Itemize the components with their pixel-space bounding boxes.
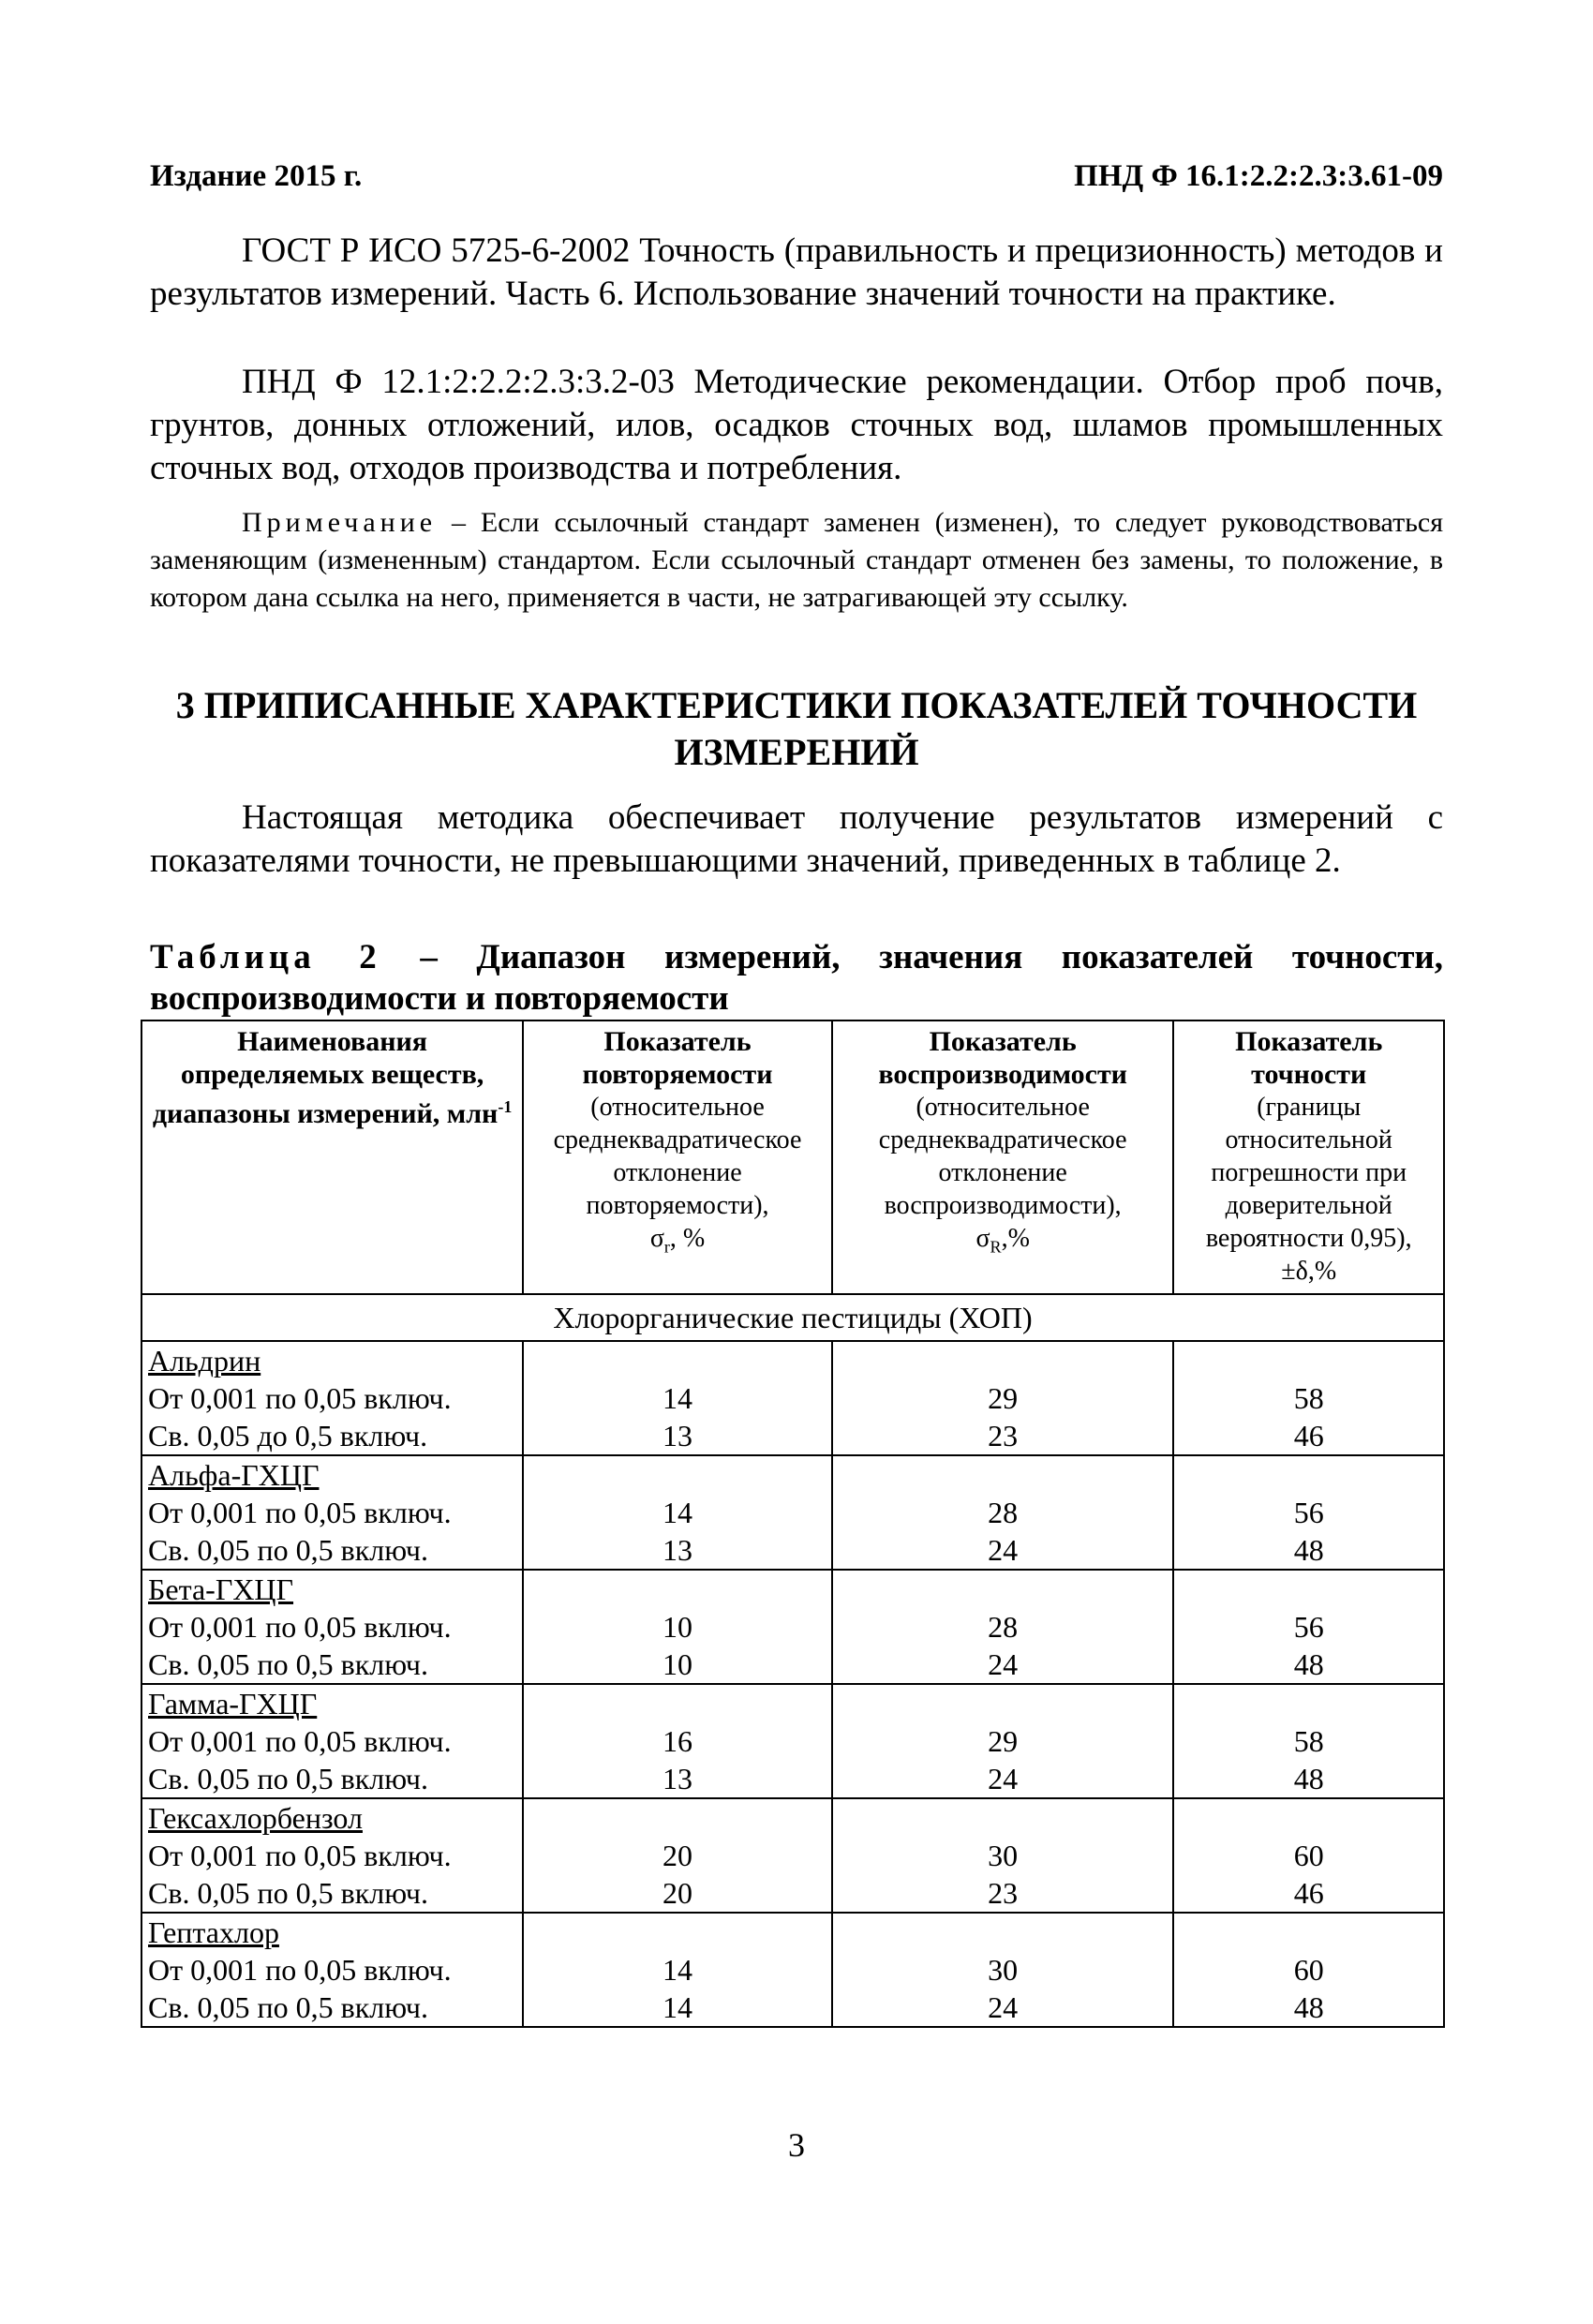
accuracy-values: 56 48 (1173, 1455, 1444, 1570)
table-caption-label: Таблица 2 (150, 938, 381, 976)
reproducibility-values: 30 23 (832, 1798, 1174, 1913)
repeatability-values: 14 14 (523, 1913, 832, 2027)
group-title: Хлорорганические пестициды (ХОП) (141, 1294, 1444, 1341)
reproducibility-values: 28 24 (832, 1570, 1174, 1684)
page-header (150, 159, 1443, 206)
substance-name: Альфа-ГХЦГ (148, 1458, 320, 1492)
substance-cell: Гептахлор От 0,001 по 0,05 включ. Св. 0,05 по 0,5 включ. (141, 1913, 523, 2027)
substance-cell: Альдрин От 0,001 по 0,05 включ. Св. 0,05 до 0,5 включ. (141, 1341, 523, 1455)
repeatability-values: 10 10 (523, 1570, 832, 1684)
reproducibility-values: 29 24 (832, 1684, 1174, 1798)
substance-cell: Гексахлорбензол От 0,001 по 0,05 включ. Св. 0,05 по 0,5 включ. (141, 1798, 523, 1913)
reference-gost: ГОСТ Р ИСО 5725-6-2002 Точность (правильность и прецизионность) методов и результатов измерений. Часть 6. Использование значений точности на практике. (150, 231, 1443, 313)
header-repeatability: Показатель повторяемости (относительное среднеквадратическое отклонение повторяемости), $\sigma_r$, % (523, 1020, 832, 1294)
note-label: Примечание (242, 507, 438, 538)
note-text: – Если ссылочный стандарт заменен (изменен), то следует руководствоваться заменяющим (измененным) стандартом. Если ссылочный стандарт отменен без замены, то положение, в котором дана ссылка на него, применяется в части, не затрагивающей эту ссылку. (150, 507, 1443, 613)
table-row (141, 1913, 1444, 2027)
repeatability-values: 14 13 (523, 1455, 832, 1570)
substance-name: Бета-ГХЦГ (148, 1572, 294, 1606)
accuracy-values: 60 48 (1173, 1913, 1444, 2027)
reproducibility-values: 28 24 (832, 1455, 1174, 1570)
accuracy-values: 56 48 (1173, 1570, 1444, 1684)
table-row (141, 1798, 1444, 1913)
repeatability-values: 16 13 (523, 1684, 832, 1798)
substance-cell: Альфа-ГХЦГ От 0,001 по 0,05 включ. Св. 0,05 по 0,5 включ. (141, 1455, 523, 1570)
section-title: 3 ПРИПИСАННЫЕ ХАРАКТЕРИСТИКИ ПОКАЗАТЕЛЕЙ ТОЧНОСТИ ИЗМЕРЕНИЙ (175, 684, 1418, 773)
reproducibility-values: 29 23 (832, 1341, 1174, 1455)
table-row (141, 1570, 1444, 1684)
reproducibility-values: 30 24 (832, 1913, 1174, 2027)
accuracy-values: 58 48 (1173, 1684, 1444, 1798)
substance-name: Гамма-ГХЦГ (148, 1687, 318, 1721)
accuracy-values: 60 46 (1173, 1798, 1444, 1913)
accuracy-table (141, 1020, 1445, 2028)
table-row (141, 1341, 1444, 1455)
substance-cell: Гамма-ГХЦГ От 0,001 по 0,05 включ. Св. 0,05 по 0,5 включ. (141, 1684, 523, 1798)
repeatability-values: 20 20 (523, 1798, 832, 1913)
substance-name: Гептахлор (148, 1915, 279, 1949)
page-number: 3 (788, 2126, 805, 2164)
document-code: ПНД Ф 16.1:2.2:2.3:3.61-09 (1074, 159, 1443, 193)
section-intro: Настоящая методика обеспечивает получение результатов измерений с показателями точности, не превышающими значений, приведенных в таблице 2. (150, 798, 1443, 880)
substance-name: Гексахлорбензол (148, 1801, 363, 1835)
substance-name: Альдрин (148, 1344, 261, 1378)
header-accuracy: Показатель точности (границы относительной погрешности при доверительной вероятности 0,95), ±δ,% (1173, 1020, 1444, 1294)
table-caption-text: – Диапазон измерений, значения показателей точности, воспроизводимости и повторяемости (150, 938, 1443, 1018)
header-substance: Наименования определяемых веществ, диапазоны измерений, млн$^{-1}$ (141, 1020, 523, 1294)
substance-cell: Бета-ГХЦГ От 0,001 по 0,05 включ. Св. 0,05 по 0,5 включ. (141, 1570, 523, 1684)
reference-pnd: ПНД Ф 12.1:2:2.2:2.3:3.2-03 Методические рекомендации. Отбор проб почв, грунтов, донных отложений, илов, осадков сточных вод, шламов промышленных сточных вод, отходов производства и потребления. (150, 363, 1443, 487)
accuracy-values: 58 46 (1173, 1341, 1444, 1455)
note-paragraph (150, 504, 1443, 617)
header-reproducibility: Показатель воспроизводимости (относительное среднеквадратическое отклонение воспроизводимости), $\sigma_R,\%$ (832, 1020, 1174, 1294)
edition-label: Издание 2015 г. (150, 159, 363, 193)
table-caption (150, 937, 1443, 1020)
group-row (141, 1294, 1444, 1341)
table-row (141, 1455, 1444, 1570)
table-row (141, 1684, 1444, 1798)
repeatability-values: 14 13 (523, 1341, 832, 1455)
table-header-row (141, 1020, 1444, 1294)
